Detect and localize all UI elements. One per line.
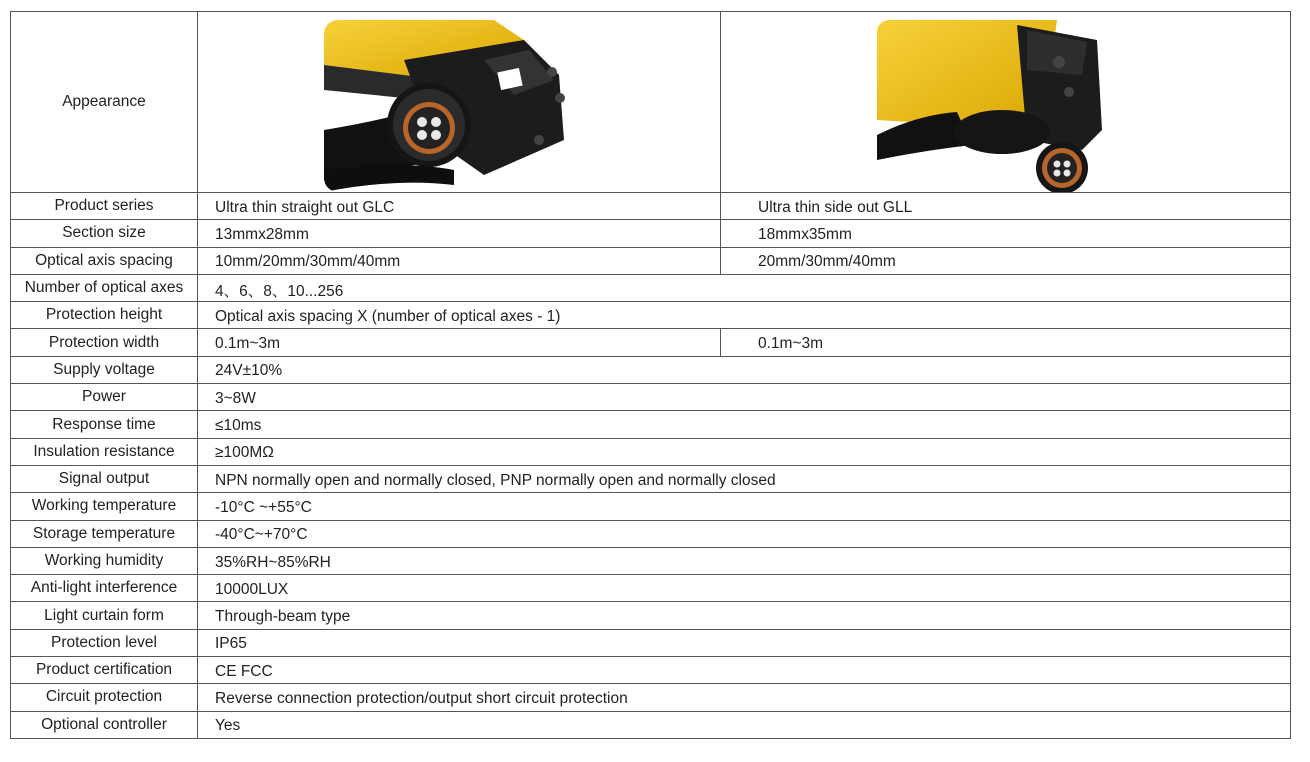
row-value: IP65 bbox=[198, 629, 1291, 656]
row-value: Ultra thin side out GLL bbox=[721, 193, 1291, 220]
glc-photo-cell bbox=[198, 12, 721, 193]
spec-row bbox=[11, 329, 1291, 356]
spec-row bbox=[11, 520, 1291, 547]
spec-row bbox=[11, 465, 1291, 492]
row-label: Optical axis spacing bbox=[11, 247, 198, 274]
row-value: Optical axis spacing X (number of optical axes - 1) bbox=[198, 302, 1291, 329]
spec-row bbox=[11, 575, 1291, 602]
row-label: Insulation resistance bbox=[11, 438, 198, 465]
row-value: 35%RH~85%RH bbox=[198, 547, 1291, 574]
spec-row bbox=[11, 384, 1291, 411]
row-label: Circuit protection bbox=[11, 684, 198, 711]
spec-row bbox=[11, 602, 1291, 629]
spec-row bbox=[11, 684, 1291, 711]
spec-row bbox=[11, 629, 1291, 656]
spec-row bbox=[11, 547, 1291, 574]
spec-table bbox=[10, 11, 1291, 739]
row-label: Power bbox=[11, 384, 198, 411]
row-value: 0.1m~3m bbox=[198, 329, 721, 356]
row-label: Optional controller bbox=[11, 711, 198, 738]
spec-row bbox=[11, 493, 1291, 520]
spec-row bbox=[11, 711, 1291, 738]
row-label: Protection level bbox=[11, 629, 198, 656]
row-label: Signal output bbox=[11, 465, 198, 492]
gll-connector-image bbox=[877, 20, 1107, 192]
glc-connector-image bbox=[324, 20, 574, 192]
spec-row bbox=[11, 411, 1291, 438]
row-value: -10°C ~+55°C bbox=[198, 493, 1291, 520]
row-value: 0.1m~3m bbox=[721, 329, 1291, 356]
row-value: 20mm/30mm/40mm bbox=[721, 247, 1291, 274]
row-value: 18mmx35mm bbox=[721, 220, 1291, 247]
row-value: 13mmx28mm bbox=[198, 220, 721, 247]
row-value: CE FCC bbox=[198, 657, 1291, 684]
row-value: 10mm/20mm/30mm/40mm bbox=[198, 247, 721, 274]
row-label: Protection width bbox=[11, 329, 198, 356]
spec-row bbox=[11, 247, 1291, 274]
row-value: ≥100MΩ bbox=[198, 438, 1291, 465]
row-label: Product series bbox=[11, 193, 198, 220]
row-label: Section size bbox=[11, 220, 198, 247]
row-value: Yes bbox=[198, 711, 1291, 738]
row-value: 10000LUX bbox=[198, 575, 1291, 602]
row-value: 3~8W bbox=[198, 384, 1291, 411]
row-label: Working temperature bbox=[11, 493, 198, 520]
row-label: Number of optical axes bbox=[11, 274, 198, 301]
spec-row bbox=[11, 274, 1291, 301]
row-label: Protection height bbox=[11, 302, 198, 329]
row-label: Appearance bbox=[11, 12, 198, 193]
spec-row bbox=[11, 302, 1291, 329]
row-value: 24V±10% bbox=[198, 356, 1291, 383]
row-value: Reverse connection protection/output short circuit protection bbox=[198, 684, 1291, 711]
row-label: Working humidity bbox=[11, 547, 198, 574]
row-value: -40°C~+70°C bbox=[198, 520, 1291, 547]
row-value: ≤10ms bbox=[198, 411, 1291, 438]
spec-row bbox=[11, 356, 1291, 383]
spec-row bbox=[11, 438, 1291, 465]
row-label: Light curtain form bbox=[11, 602, 198, 629]
row-label: Supply voltage bbox=[11, 356, 198, 383]
row-value: NPN normally open and normally closed, PNP normally open and normally closed bbox=[198, 465, 1291, 492]
spec-row bbox=[11, 220, 1291, 247]
appearance-row bbox=[11, 12, 1291, 193]
row-label: Storage temperature bbox=[11, 520, 198, 547]
row-value: Ultra thin straight out GLC bbox=[198, 193, 721, 220]
row-label: Product certification bbox=[11, 657, 198, 684]
spec-row bbox=[11, 193, 1291, 220]
row-label: Response time bbox=[11, 411, 198, 438]
spec-row bbox=[11, 657, 1291, 684]
row-label: Anti-light interference bbox=[11, 575, 198, 602]
row-value: 4、6、8、10...256 bbox=[198, 274, 1291, 301]
gll-photo-cell bbox=[721, 12, 1291, 193]
row-value: Through-beam type bbox=[198, 602, 1291, 629]
